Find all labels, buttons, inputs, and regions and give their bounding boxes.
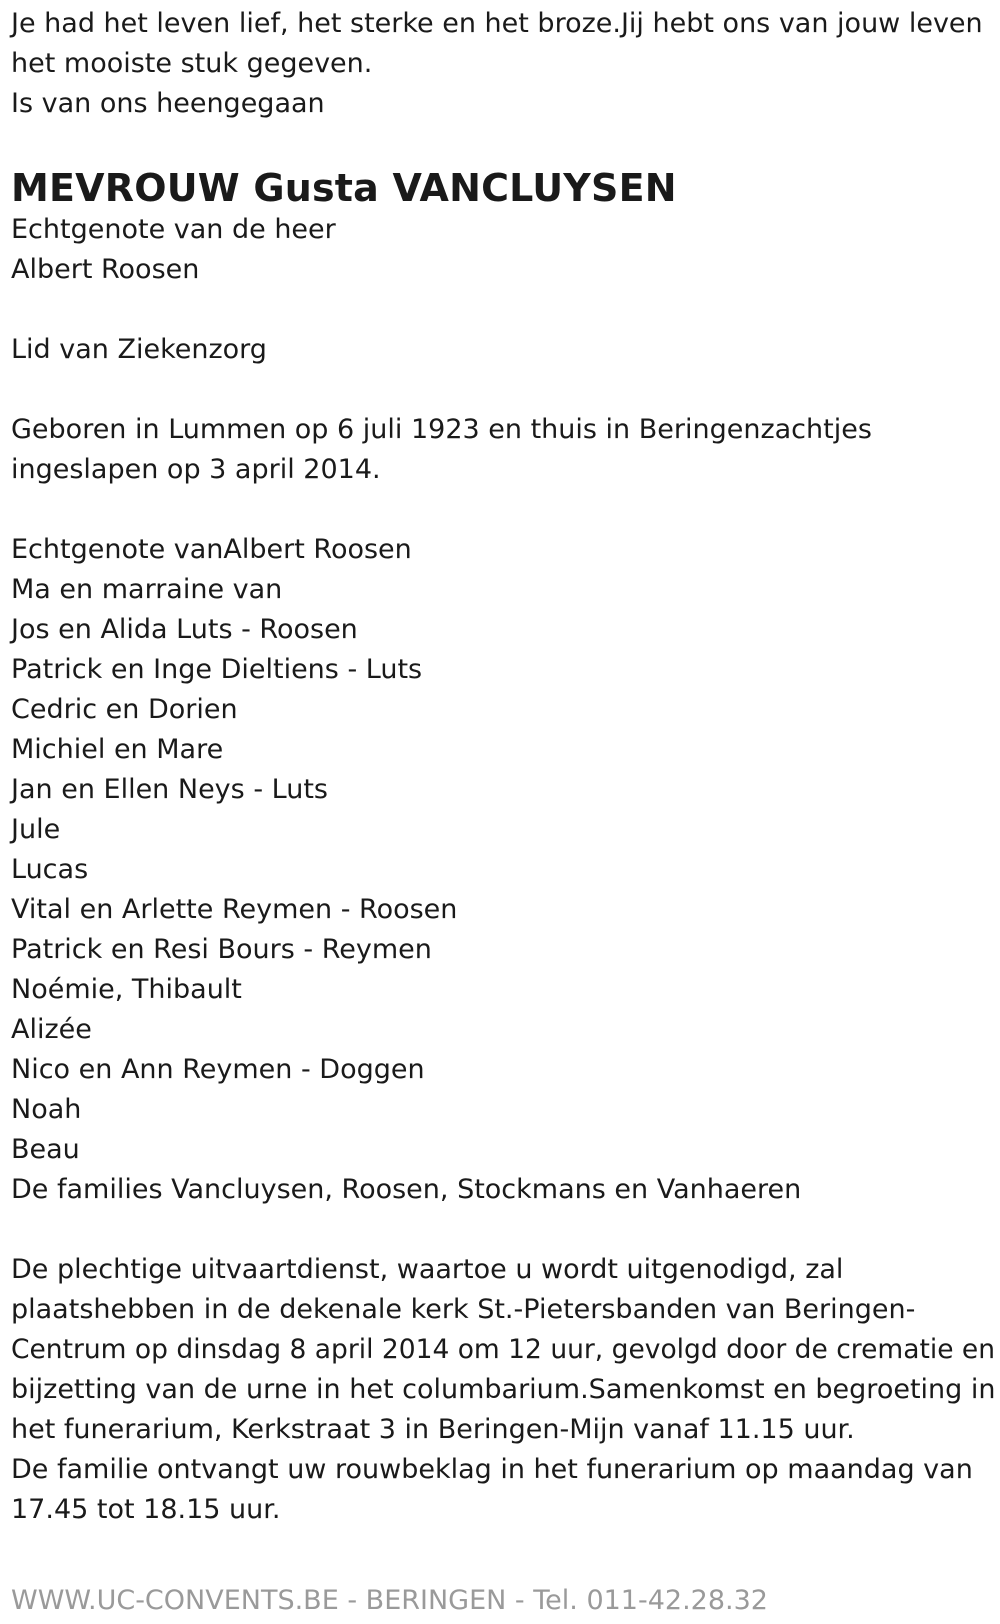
family-list <box>11 530 996 1210</box>
family-line: Patrick en Inge Dieltiens - Luts <box>11 654 423 685</box>
funeral-line-3: Centrum op dinsdag 8 april 2014 om 12 uur, gevolgd door de crematie en <box>11 1334 996 1365</box>
funeral-line-4: bijzetting van de urne in het columbarium.Samenkomst en begroeting in <box>11 1374 996 1405</box>
funeral-line-2: plaatshebben in de dekenale kerk St.-Pietersbanden van Beringen- <box>11 1294 916 1325</box>
family-line: Noah <box>11 1094 82 1125</box>
family-line: De families Vancluysen, Roosen, Stockmans en Vanhaeren <box>11 1174 802 1205</box>
birth-line-2: ingeslapen op 3 april 2014. <box>11 454 381 485</box>
family-line: Nico en Ann Reymen - Doggen <box>11 1054 425 1085</box>
intro-verse-line-3: Is van ons heengegaan <box>11 88 325 119</box>
funeral-line-5: het funerarium, Kerkstraat 3 in Beringen-Mijn vanaf 11.15 uur. <box>11 1414 855 1445</box>
intro-verse-line-2: het mooiste stuk gegeven. <box>11 48 373 79</box>
family-line: Echtgenote vanAlbert Roosen <box>11 534 412 565</box>
spacer <box>11 290 996 330</box>
funeral-details <box>11 1250 996 1530</box>
family-line: Patrick en Resi Bours - Reymen <box>11 934 432 965</box>
birth-death-block <box>11 410 996 490</box>
funeral-line-1: De plechtige uitvaartdienst, waartoe u wordt uitgenodigd, zal <box>11 1254 844 1285</box>
obituary-notice <box>11 4 996 1530</box>
spacer <box>11 1210 996 1250</box>
membership-block <box>11 330 996 370</box>
family-line: Alizée <box>11 1014 92 1045</box>
footer-contact: WWW.UC-CONVENTS.BE - BERINGEN - Tel. 011-42.28.32 <box>11 1585 768 1616</box>
funeral-line-6: De familie ontvangt uw rouwbeklag in het funerarium op maandag van <box>11 1454 973 1485</box>
spacer <box>11 124 996 166</box>
intro-verse <box>11 4 996 124</box>
family-line: Ma en marraine van <box>11 574 283 605</box>
family-line: Lucas <box>11 854 89 885</box>
spacer <box>11 490 996 530</box>
membership-line: Lid van Ziekenzorg <box>11 334 267 365</box>
family-line: Cedric en Dorien <box>11 694 238 725</box>
spouse-line-1: Echtgenote van de heer <box>11 214 336 245</box>
spouse-line-2: Albert Roosen <box>11 254 200 285</box>
spacer <box>11 370 996 410</box>
deceased-name: MEVROUW Gusta VANCLUYSEN <box>11 166 677 210</box>
intro-verse-line-1: Je had het leven lief, het sterke en het broze.Jij hebt ons van jouw leven <box>11 8 983 39</box>
spouse-block <box>11 210 996 290</box>
family-line: Vital en Arlette Reymen - Roosen <box>11 894 458 925</box>
family-line: Noémie, Thibault <box>11 974 242 1005</box>
family-line: Jos en Alida Luts - Roosen <box>11 614 358 645</box>
family-line: Jan en Ellen Neys - Luts <box>11 774 328 805</box>
family-line: Michiel en Mare <box>11 734 224 765</box>
birth-line-1: Geboren in Lummen op 6 juli 1923 en thuis in Beringenzachtjes <box>11 414 872 445</box>
family-line: Beau <box>11 1134 80 1165</box>
funeral-line-7: 17.45 tot 18.15 uur. <box>11 1494 281 1525</box>
family-line: Jule <box>11 814 61 845</box>
